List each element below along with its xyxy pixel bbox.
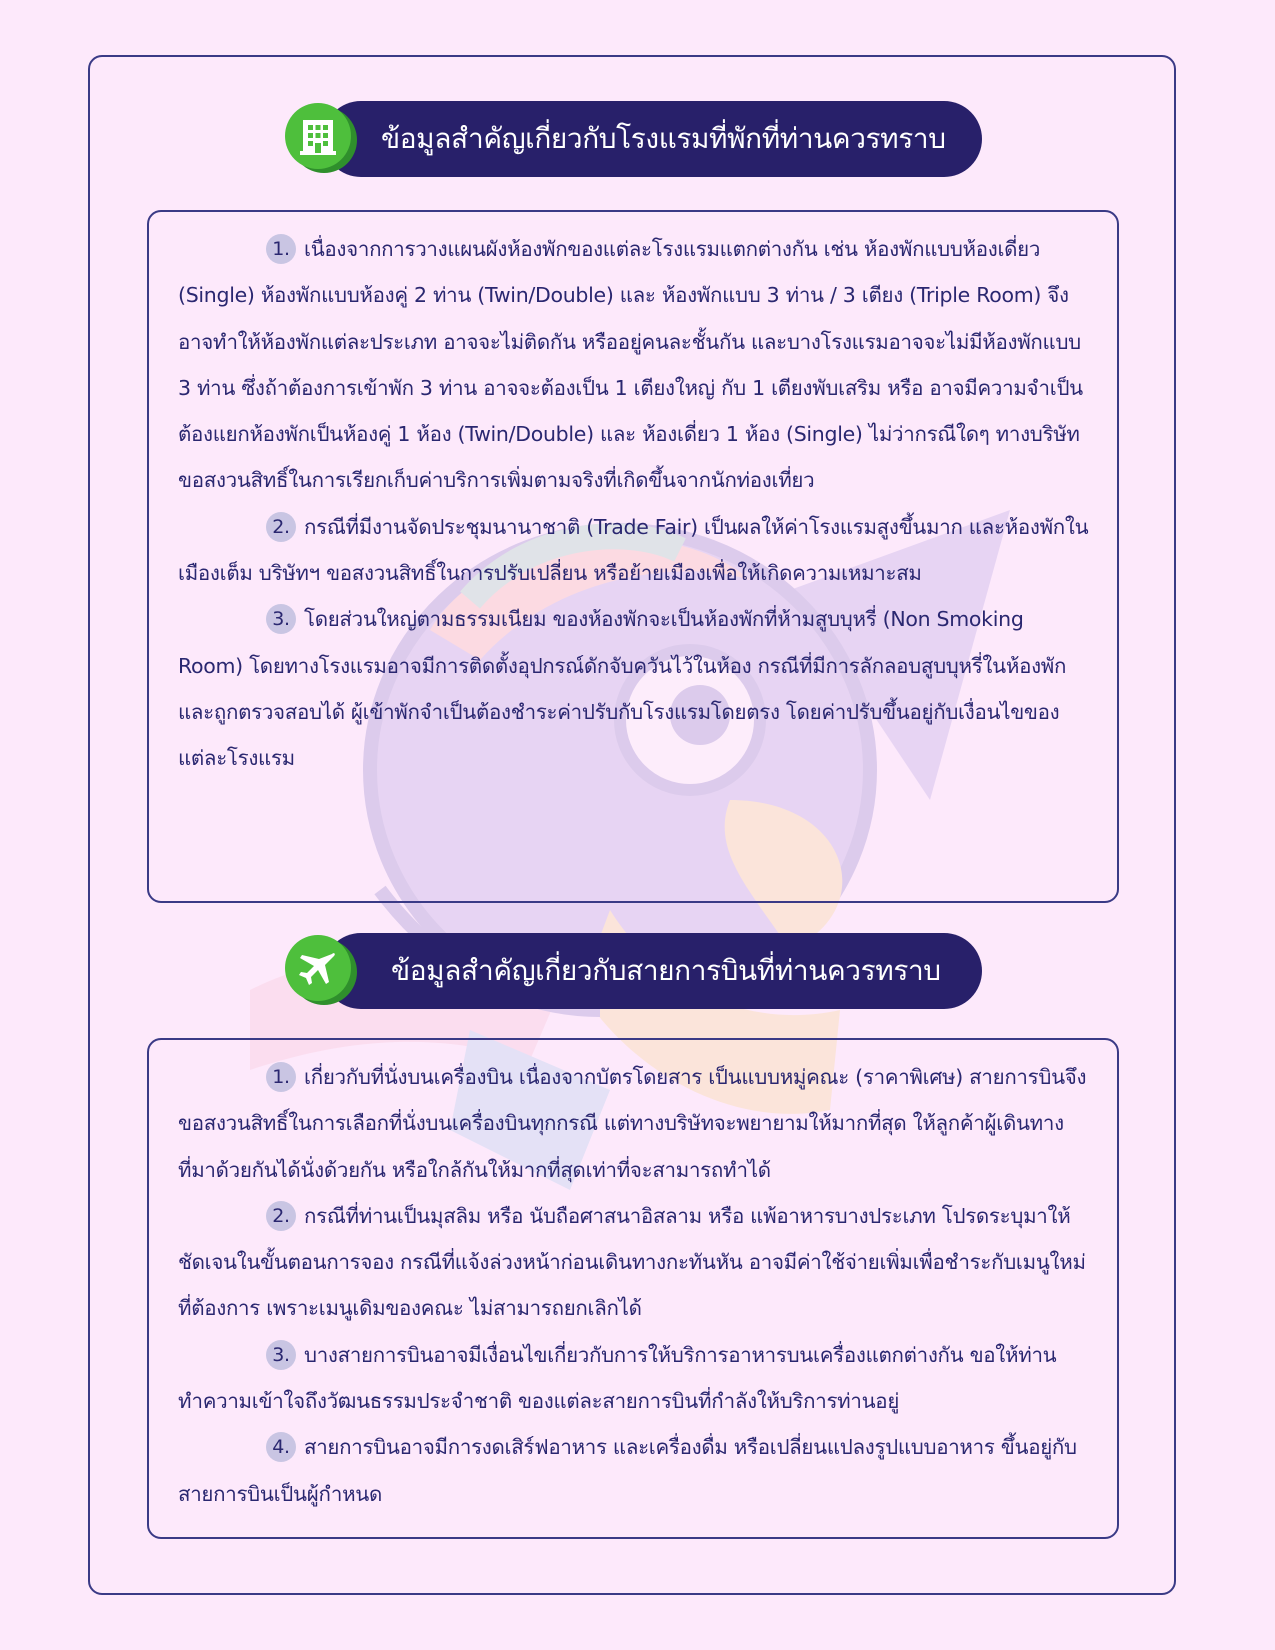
number-badge: 3. — [266, 1340, 296, 1370]
hotel-section-title-bar — [323, 101, 982, 177]
airline-item-1 — [178, 1054, 1091, 1193]
item-text: โดยส่วนใหญ่ตามธรรมเนียม ของห้องพักจะเป็นห้องพักที่ห้ามสูบบุหรี่ (Non Smoking Room) โดยทางโรงแรมอาจมีการติดตั้งอุปกรณ์ดักจับควันไว้ในห้อง กรณีที่มีการลักลอบสูบบุหรี่ในห้องพัก และถูกตรวจสอบได้ ผู้เข้าพักจำเป็นต้องชำระค่าปรับกับโรงแรมโดยตรง โดยค่าปรับขึ้นอยู่กับเงื่อนไขของแต่ละโรงแรม — [178, 607, 1067, 771]
airline-item-4 — [178, 1424, 1091, 1517]
airline-item-2 — [178, 1193, 1091, 1332]
number-badge: 4. — [266, 1432, 296, 1462]
number-badge: 2. — [266, 1201, 296, 1231]
hotel-item-2 — [178, 504, 1091, 597]
number-badge: 1. — [266, 1062, 296, 1092]
hotel-item-3 — [178, 596, 1091, 781]
airline-item-3 — [178, 1332, 1091, 1425]
number-badge: 3. — [266, 604, 296, 634]
item-text: กรณีที่ท่านเป็นมุสลิม หรือ นับถือศาสนาอิสลาม หรือ แพ้อาหารบางประเภท โปรดระบุมาให้ชัดเจนในขั้นตอนการจอง กรณีที่แจ้งล่วงหน้าก่อนเดินทางกะทันหัน อาจมีค่าใช้จ่ายเพิ่มเพื่อชำระกับเมนูใหม่ที่ต้องการ เพราะเมนูเดิมของคณะ ไม่สามารถยกเลิกได้ — [178, 1203, 1086, 1321]
hotel-info-box — [147, 210, 1119, 903]
item-text: กรณีที่มีงานจัดประชุมนานาชาติ (Trade Fair) เป็นผลให้ค่าโรงแรมสูงขึ้นมาก และห้องพักในเมืองเต็ม บริษัทฯ ขอสงวนสิทธิ์ในการปรับเปลี่ยน หรือย้ายเมืองเพื่อให้เกิดความเหมาะสม — [178, 514, 1089, 586]
item-text: เกี่ยวกับที่นั่งบนเครื่องบิน เนื่องจากบัตรโดยสาร เป็นแบบหมู่คณะ (ราคาพิเศษ) สายการบินจึงขอสงวนสิทธิ์ในการเลือกที่นั่งบนเครื่องบินทุกกรณี แต่ทางบริษัทจะพยายามให้มากที่สุด ให้ลูกค้าผู้เดินทางที่มาด้วยกันได้นั่งด้วยกัน หรือใกล้กันให้มากที่สุดเท่าที่จะสามารถทำได้ — [178, 1065, 1087, 1182]
hotel-item-1 — [178, 226, 1091, 504]
hotel-section-header — [285, 101, 982, 177]
number-badge: 2. — [266, 512, 296, 542]
airline-section-header — [285, 933, 982, 1009]
airline-section-title: ข้อมูลสำคัญเกี่ยวกับสายการบินที่ท่านควรทราบ — [391, 954, 941, 987]
airline-section-title-bar — [323, 933, 982, 1009]
airplane-icon — [285, 935, 351, 1001]
item-text: สายการบินอาจมีการงดเสิร์ฟอาหาร และเครื่องดื่ม หรือเปลี่ยนแปลงรูปแบบอาหาร ขึ้นอยู่กับสายการบินเป็นผู้กำหนด — [178, 1435, 1077, 1506]
item-text: บางสายการบินอาจมีเงื่อนไขเกี่ยวกับการให้บริการอาหารบนเครื่องแตกต่างกัน ขอให้ท่านทำความเข้าใจถึงวัฒนธรรมประจำชาติ ของแต่ละสายการบินที่กำลังให้บริการท่านอยู่ — [178, 1342, 1057, 1414]
building-icon — [285, 103, 351, 169]
item-text: เนื่องจากการวางแผนผังห้องพักของแต่ละโรงแรมแตกต่างกัน เช่น ห้องพักแบบห้องเดี่ยว (Single) ห้องพักแบบห้องคู่ 2 ท่าน (Twin/Double) และ ห้องพักแบบ 3 ท่าน / 3 เตียง (Triple Room) จึงอาจทำให้ห้องพักแต่ละประเภท อาจจะไม่ติดกัน หรืออยู่คนละชั้นกัน และบางโรงแรมอาจจะไม่มีห้องพักแบบ 3 ท่าน ซึ่งถ้าต้องการเข้าพัก 3 ท่าน อาจจะต้องเป็น 1 เตียงใหญ่ กับ 1 เตียงพับเสริม หรือ อาจมีความจำเป็นต้องแยกห้องพักเป็นห้องคู่ 1 ห้อง (Twin/Double) และ ห้องเดี่ยว 1 ห้อง (Single) ไม่ว่ากรณีใดๆ ทางบริษัทขอสงวนสิทธิ์ในการเรียกเก็บค่าบริการเพิ่มตามจริงที่เกิดขึ้นจากนักท่องเที่ยว — [178, 237, 1083, 493]
hotel-section-title: ข้อมูลสำคัญเกี่ยวกับโรงแรมที่พักที่ท่านควรทราบ — [381, 122, 946, 155]
airline-info-box — [147, 1038, 1119, 1539]
number-badge: 1. — [266, 234, 296, 264]
